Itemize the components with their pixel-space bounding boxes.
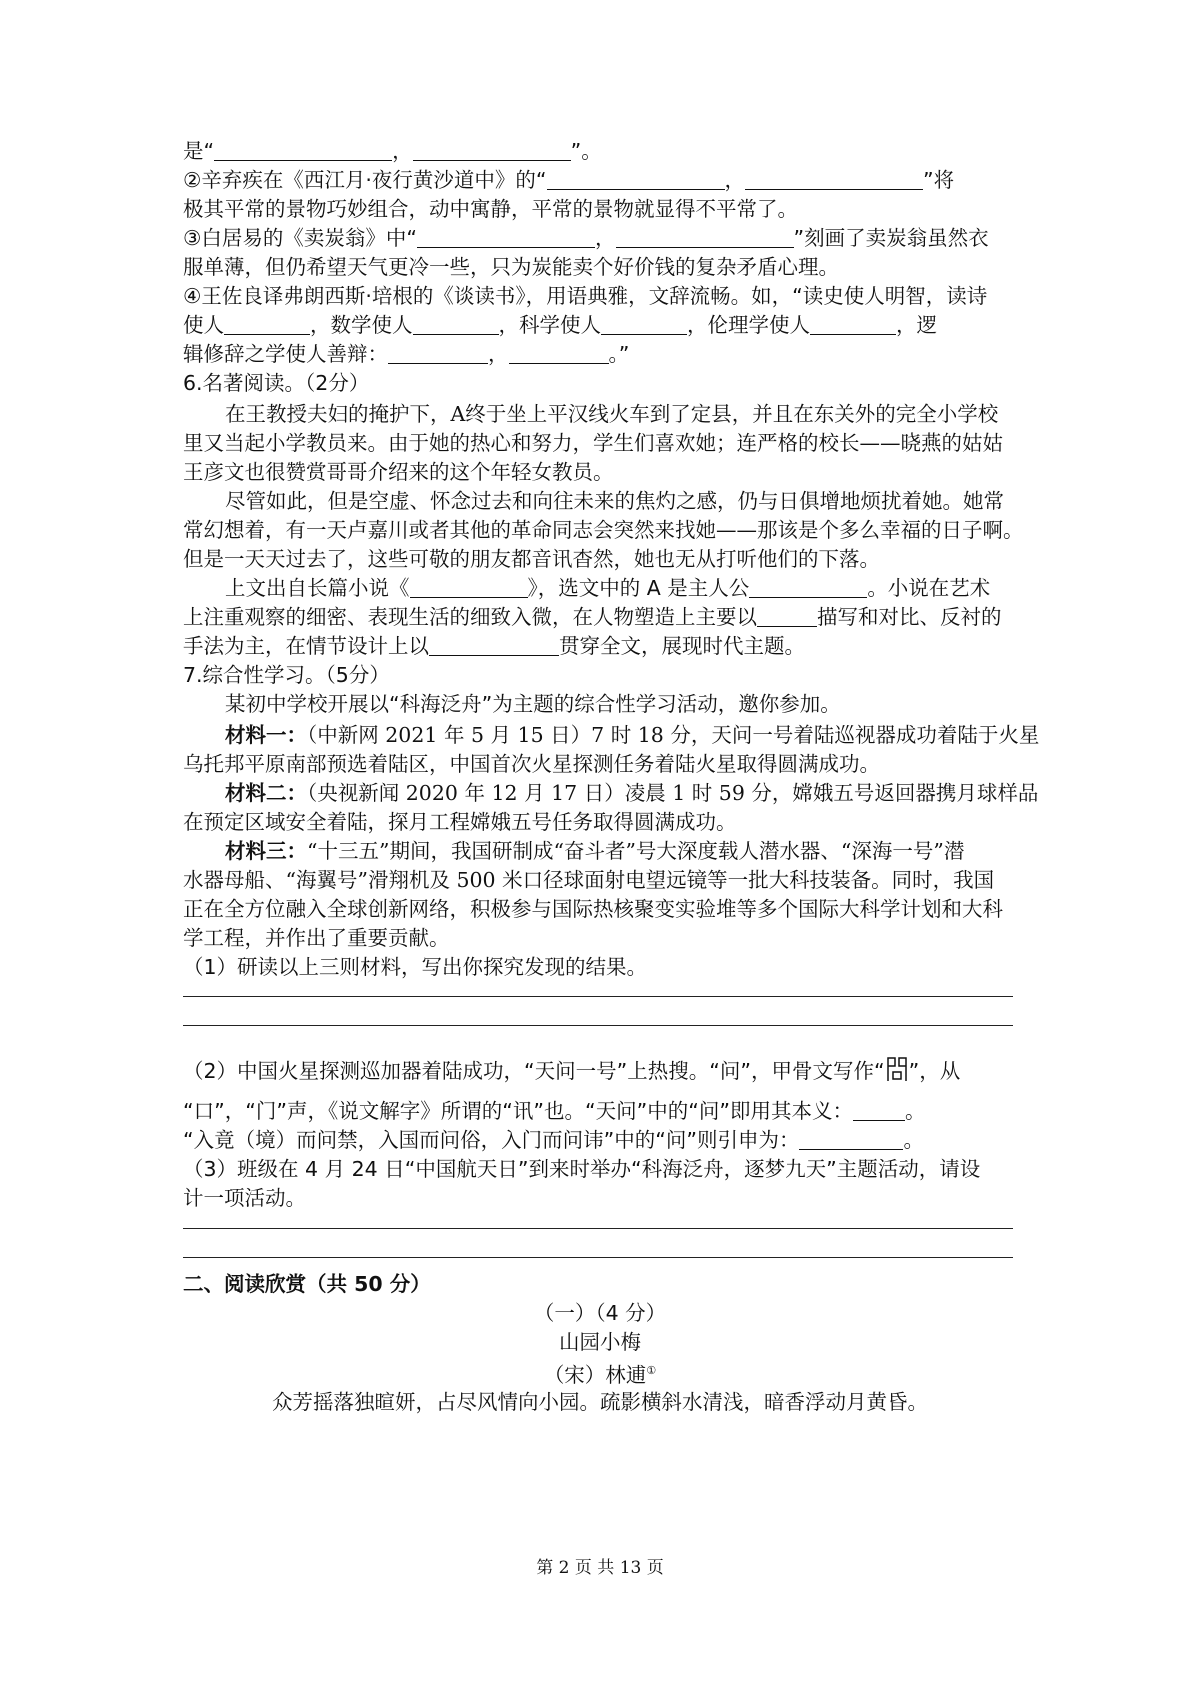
q6-question-line [183,630,1023,662]
q5-line-8 [183,338,1023,370]
text: ”。 [570,139,602,163]
material-label: 材料三： [225,839,307,863]
answer-blank[interactable] [810,314,896,335]
poem-line: 众芳摇落独暄妍，占尽风情向小园。疏影横斜水清浅，暗香浮动月黄昏。 [272,1390,928,1414]
answer-blank[interactable] [388,343,488,364]
answer-line[interactable] [183,1025,1013,1026]
material-1 [225,719,1040,751]
q7-sub-2-line-3 [183,1124,1023,1156]
answer-blank[interactable] [745,169,923,190]
page-footer: 第 2 页 共 13 页 [536,1558,664,1578]
q6-question-line [225,572,1023,604]
q5-line-1 [183,135,1023,167]
text: ，逻 [896,313,937,337]
text: ， [392,139,413,163]
q5-line-5: 服单薄，但仍希望天气更冷一些，只为炭能卖个好价钱的复杂矛盾心理。 [183,255,839,279]
text: 是“ [183,139,215,163]
text: （央视新闻 2020 年 12 月 17 日）凌晨 1 时 59 分，嫦娥五号返回器携月球样品 [307,781,1039,805]
text: 。小说在艺术 [867,576,991,600]
q6-passage-line: 在王教授夫妇的掩护下，A终于坐上平汉线火车到了定县，并且在东关外的完全小学校 [225,402,999,426]
answer-blank[interactable] [413,140,571,161]
answer-blank[interactable] [509,343,609,364]
text: 描写和对比、反衬的 [817,605,1002,629]
answer-blank[interactable] [601,314,687,335]
q7-sub-3-cont: 计一项活动。 [183,1186,306,1210]
q5-line-2 [183,164,1023,196]
text: ”，从 [908,1059,961,1083]
text: ， [724,168,746,192]
q7-heading: 7.综合性学习。（5分） [183,663,390,687]
q6-question-line [183,601,1023,633]
answer-blank[interactable] [214,140,392,161]
answer-blank[interactable] [616,227,794,248]
text: 。” [608,342,630,366]
material-3-cont: 水器母船、“海翼号”滑翔机及 500 米口径球面射电望远镜等一批大科技装备。同时，我国 [183,868,995,892]
text: ，伦理学使人 [687,313,810,337]
answer-blank[interactable] [547,169,725,190]
text: “入竟（境）而问禁，入国而问俗，入门而问讳”中的“问”则引申为： [183,1128,800,1152]
text: ，科学使人 [498,313,601,337]
text: ”将 [923,168,955,192]
q6-passage-line: 但是一天天过去了，这些可敬的朋友都音讯杳然，她也无从打听他们的下落。 [183,547,880,571]
text: ③白居易的《卖炭翁》中“ [183,226,417,250]
q5-line-7 [183,309,1023,341]
answer-blank[interactable] [757,606,817,627]
footnote-mark[interactable]: ① [646,1364,657,1377]
q6-passage-line: 尽管如此，但是空虚、怀念过去和向往未来的焦灼之感，仍与日俱增地烦扰着她。她常 [225,489,1004,513]
q7-sub-2-line-1 [183,1054,1023,1087]
text: “十三五”期间，我国研制成“奋斗者”号大深度载人潜水器、“深海一号”潜 [307,839,965,863]
text: 。 [904,1099,926,1123]
material-label: 材料二： [225,781,307,805]
q6-heading: 6.名著阅读。（2分） [183,371,370,395]
answer-blank[interactable] [749,577,867,598]
text: 上文出自长篇小说《 [225,576,410,600]
oracle-bone-wen-glyph-icon [885,1054,909,1084]
answer-line[interactable] [183,1228,1013,1229]
material-3-cont: 正在全方位融入全球创新网络，积极参与国际热核聚变实验堆等多个国际大科学计划和大科 [183,897,1003,921]
q5-line-4 [183,222,1023,254]
text: ， [595,226,616,250]
q5-line-6: ④王佐良译弗朗西斯·培根的《谈读书》，用语典雅，文辞流畅。如，“读史使人明智，读诗 [183,284,988,308]
answer-blank[interactable] [429,635,559,656]
text: ， [488,342,509,366]
text: 手法为主，在情节设计上以 [183,634,429,658]
answer-blank[interactable] [853,1100,905,1121]
text: 贯穿全文，展现时代主题。 [559,634,805,658]
answer-blank[interactable] [413,314,499,335]
answer-blank[interactable] [224,314,310,335]
text: 使人 [183,313,224,337]
answer-blank[interactable] [799,1129,903,1150]
text: （中新网 2021 年 5 月 15 日）7 时 18 分，天问一号着陆巡视器成功着陆于火星 [307,723,1040,747]
text: 上注重观察的细密、表现生活的细致入微，在人物塑造上主要以 [183,605,757,629]
text: ，数学使人 [310,313,413,337]
text: “口”，“门”声，《说文解字》所谓的“讯”也。“天问”中的“问”即用其本义： [183,1099,853,1123]
material-3-cont: 学工程，并作出了重要贡献。 [183,926,450,950]
material-1-cont: 乌托邦平原南部预选着陆区，中国首次火星探测任务着陆火星取得圆满成功。 [183,752,880,776]
answer-line[interactable] [183,996,1013,997]
text: ②辛弃疾在《西江月·夜行黄沙道中》的“ [183,168,547,192]
material-2-cont: 在预定区域安全着陆，探月工程嫦娥五号任务取得圆满成功。 [183,810,737,834]
text: （2）中国火星探测巡加器着陆成功，“天问一号”上热搜。“问”，甲骨文写作“ [183,1059,885,1083]
q7-sub-1: （1）研读以上三则材料，写出你探究发现的结果。 [183,955,648,979]
text: ”刻画了卖炭翁虽然衣 [793,226,989,250]
q5-line-3: 极其平常的景物巧妙组合，动中寓静，平常的景物就显得不平常了。 [183,197,798,221]
answer-blank[interactable] [417,227,595,248]
q7-sub-3: （3）班级在 4 月 24 日“中国航天日”到来时举办“科海泛舟，逐梦九天”主题活动，请设 [183,1157,981,1181]
section-heading: 二、阅读欣赏（共 50 分） [183,1272,431,1296]
author-text: （宋）林逋 [543,1362,647,1387]
answer-line[interactable] [183,1257,1013,1258]
subsection-heading: （一）（4 分） [533,1301,667,1325]
material-2 [225,777,1039,809]
material-3 [225,835,1023,867]
q7-sub-2-line-2 [183,1095,1023,1127]
text: 辑修辞之学使人善辩： [183,342,388,366]
q7-intro: 某初中学校开展以“科海泛舟”为主题的综合性学习活动，邀你参加。 [225,692,841,716]
q6-passage-line: 里又当起小学教员来。由于她的热心和努力，学生们喜欢她；连严格的校长——晓燕的姑姑 [183,431,1003,455]
q6-passage-line: 王彦文也很赞赏哥哥介绍来的这个年轻女教员。 [183,460,614,484]
material-label: 材料一： [225,723,307,747]
text: 》，选文中的 A 是主人公 [527,576,750,600]
q6-passage-line: 常幻想着，有一天卢嘉川或者其他的革命同志会突然来找她——那该是个多么幸福的日子啊。 [183,518,1024,542]
poem-title: 山园小梅 [559,1330,641,1354]
answer-blank[interactable] [410,577,528,598]
text: 。 [903,1128,924,1152]
